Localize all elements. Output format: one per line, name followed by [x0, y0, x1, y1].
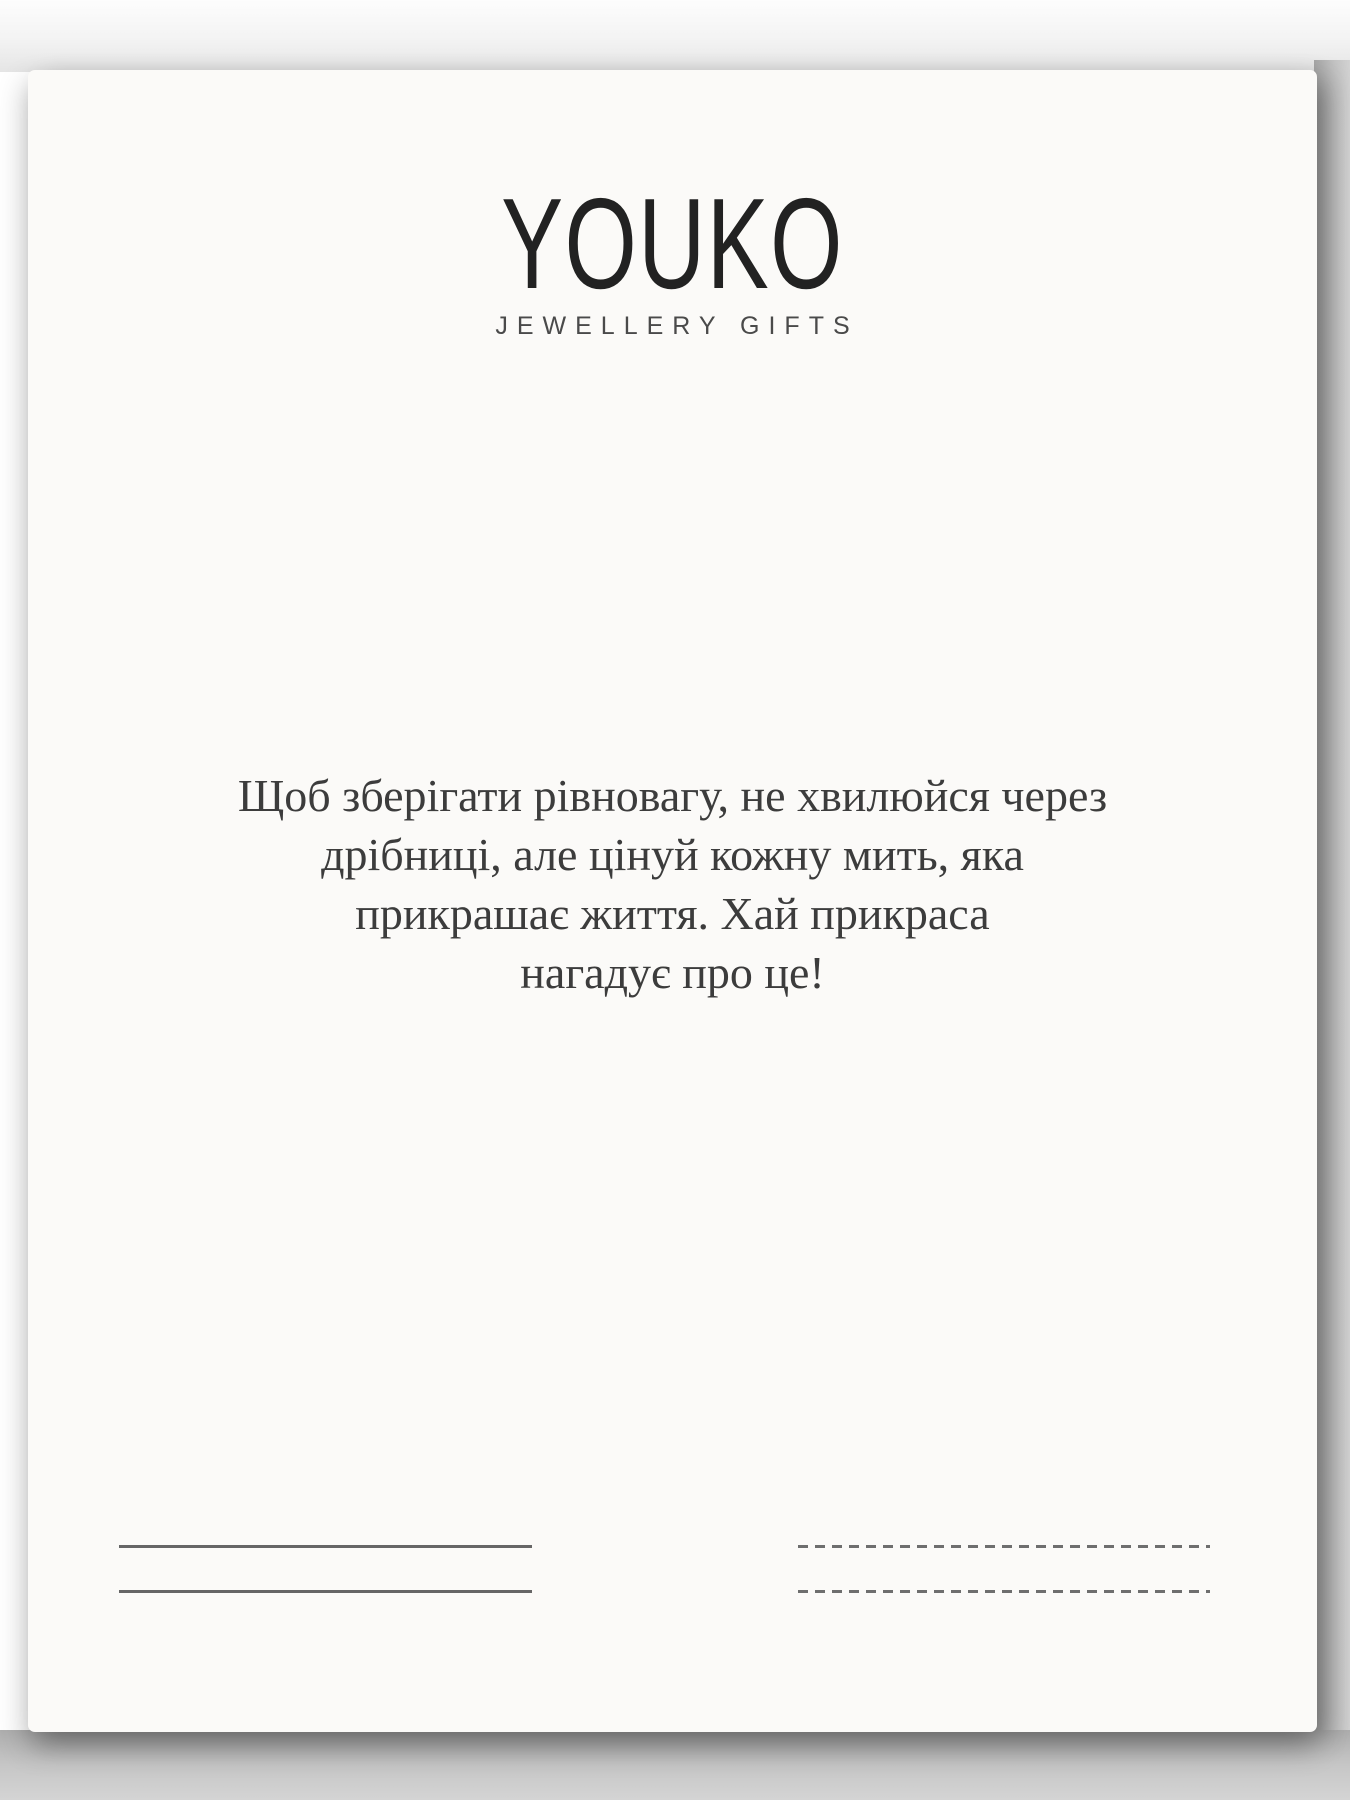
solid-write-lines: [119, 1545, 532, 1595]
signature-write-area: [119, 1545, 1210, 1595]
solid-write-line-1: [119, 1545, 532, 1548]
gift-card: [28, 70, 1317, 1732]
message-line-1: Щоб зберігати рівновагу, не хвилюйся через: [237, 770, 1108, 821]
dashed-write-line-1: [798, 1545, 1210, 1548]
dashed-write-line-2: [798, 1590, 1210, 1593]
background-shadow-top: [0, 0, 1350, 72]
solid-write-line-2: [119, 1590, 532, 1593]
message-line-2: дрібниці, але цінуй кожну мить, яка: [321, 829, 1024, 880]
dashed-write-lines: [798, 1545, 1210, 1595]
background-shadow-bottom: [0, 1730, 1350, 1800]
message-text: [28, 766, 1317, 1002]
brand-tagline: JEWELLERY GIFTS: [495, 312, 859, 340]
brand-logo: YOUKO: [501, 172, 844, 316]
message-line-4: нагадує про це!: [520, 947, 825, 998]
background-shadow-right: [1314, 60, 1350, 1800]
message-line-3: прикрашає життя. Хай прикраса: [355, 888, 990, 939]
